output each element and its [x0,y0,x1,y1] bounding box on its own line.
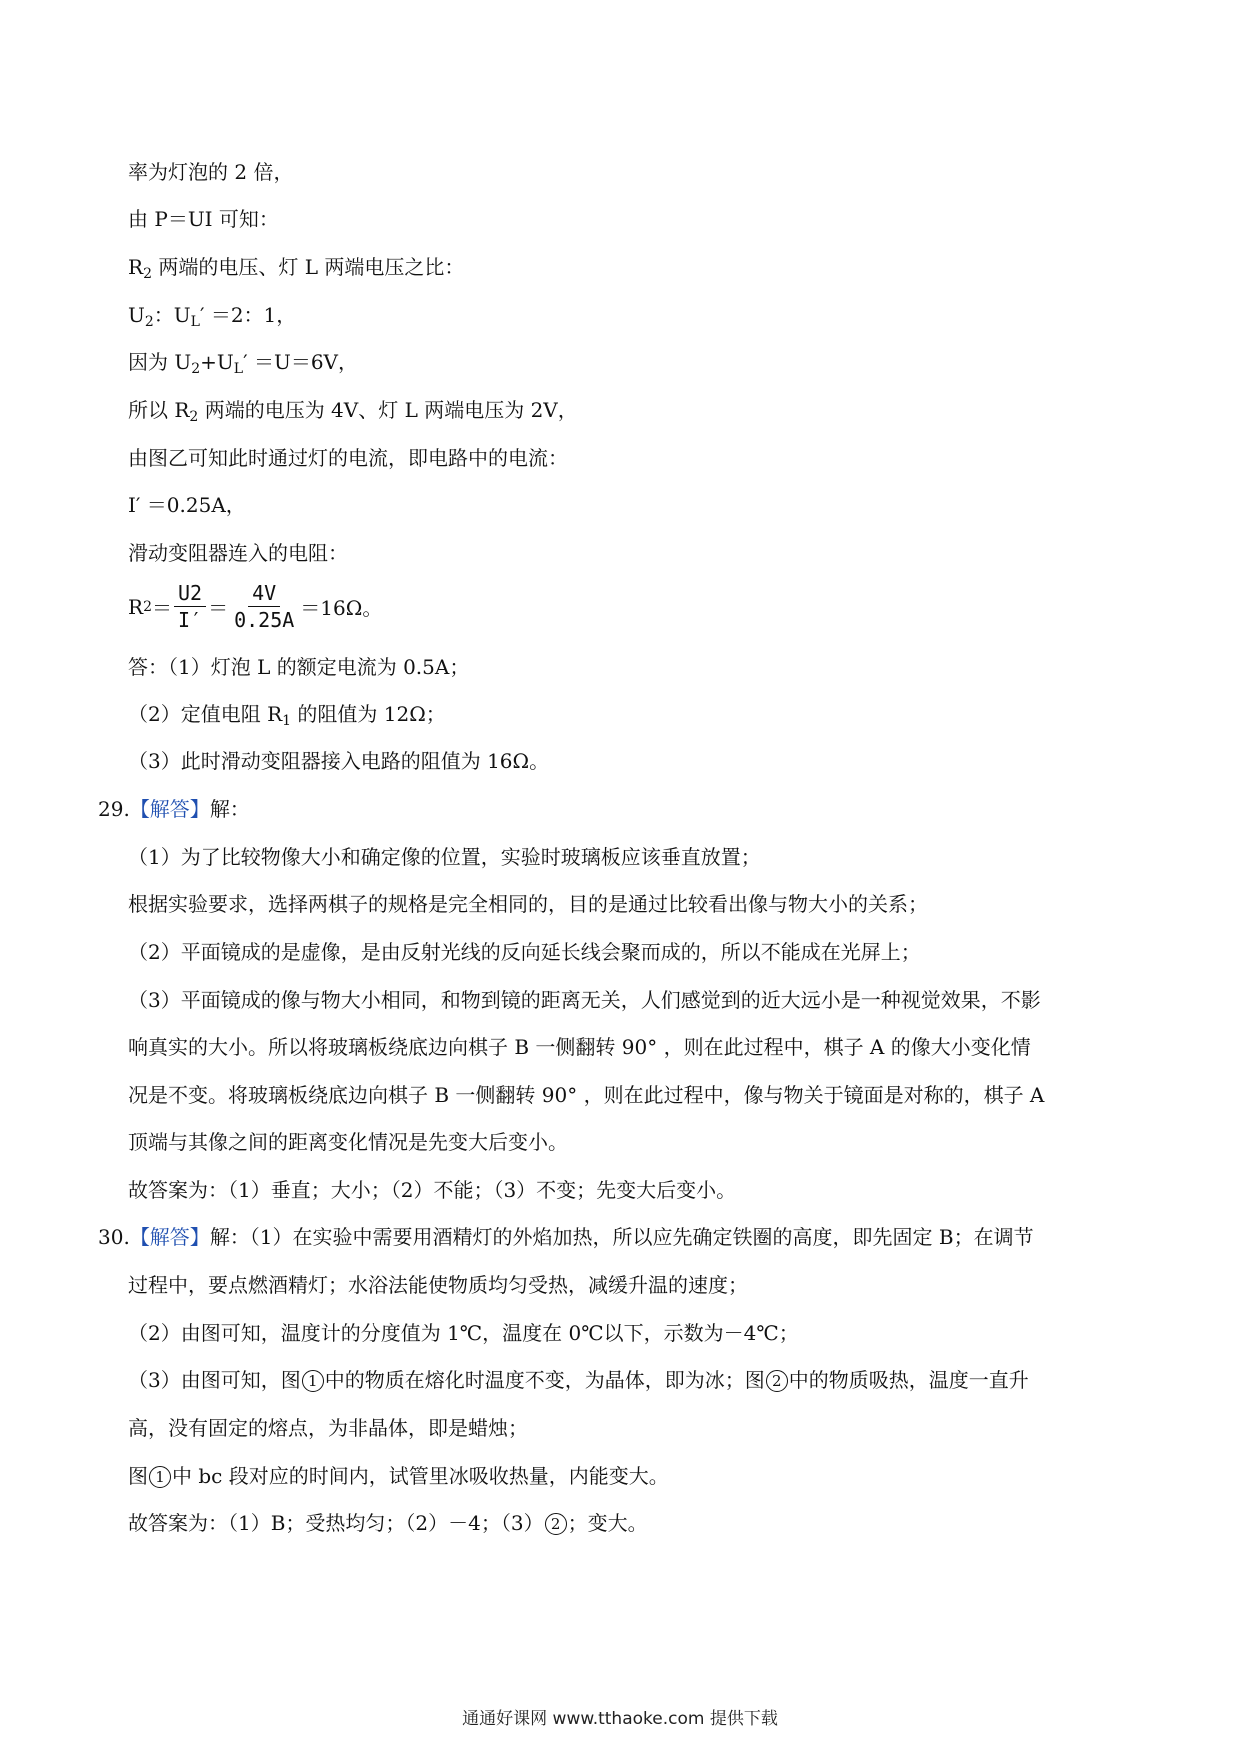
subscript: 2 [143,266,152,282]
fraction-denominator: I′ [177,608,203,632]
text: ；变大。 [567,1511,648,1535]
text: +U [200,350,234,374]
text: （2）定值电阻 R [128,702,283,726]
text: ′ ＝U＝6V， [243,350,358,374]
circled-number: 1 [302,1370,324,1392]
text: ′ ＝2：1， [199,303,297,327]
text: 解： [209,797,250,821]
text-line: 况是不变。将玻璃板绕底边向棋子 B 一侧翻转 90° ，则在此过程中，像与物关于镜面是对称的，棋子 A [128,1083,1045,1107]
subscript: 2 [144,314,154,330]
equals-sign: ＝ [208,596,229,620]
text-line: （3）平面镜成的像与物大小相同，和物到镜的距离无关，人们感觉到的近大远小是一种视觉效果，不影 [128,988,1041,1012]
answer-tag: 【解答】 [129,1225,210,1249]
subscript: L [190,314,200,330]
fraction-numerator: 4V [248,580,280,607]
fraction-numerator: U2 [174,580,206,607]
text-line: 由图乙可知此时通过灯的电流，即电路中的电流： [128,446,568,470]
text: （3）由图可知，图 [128,1368,301,1392]
question-number: 29. [98,797,130,821]
text-line: I′ ＝0.25A， [128,493,246,517]
text: 因为 U [128,350,192,374]
answer-line: 故答案为：（1）垂直；大小；（2）不能；（3）不变；先变大后变小。 [128,1178,737,1202]
text-line [128,347,358,384]
answer-line: 答：（1）灯泡 L 的额定电流为 0.5A； [128,655,470,679]
text: 解：（1）在实验中需要用酒精灯的外焰加热，所以应先确定铁圈的高度，即先固定 B；在调节 [209,1225,1034,1249]
text: 两端的电压、灯 L 两端电压之比： [151,255,465,279]
fraction-denominator: 0.25A [234,608,295,632]
text-line [128,300,296,337]
equals-sign: ＝ [151,596,172,620]
symbol: R [128,594,144,619]
text-line: 响真实的大小。所以将玻璃板绕底边向棋子 B 一侧翻转 90° ，则在此过程中，棋子 A 的像大小变化情 [128,1035,1031,1059]
text-line: 顶端与其像之间的距离变化情况是先变大后变小。 [128,1130,568,1154]
question-30-header [98,1222,1034,1252]
question-number: 30. [98,1225,130,1249]
text-line [128,1365,1029,1395]
question-29-header [98,794,250,824]
subscript: L [233,361,244,377]
circled-number: 2 [545,1513,567,1535]
subscript: 1 [282,713,292,729]
subscript: 2 [191,361,201,377]
fraction-values [230,580,298,633]
text: 的阻值为 12Ω； [291,702,446,726]
text-line [128,252,464,289]
text: 中 bc 段对应的时间内，试管里冰吸收热量，内能变大。 [172,1464,669,1488]
equation-result: ＝16Ω。 [300,596,383,620]
text: 所以 R [128,398,190,422]
text-line [128,1461,669,1491]
page-footer: 通通好课网 www.tthaoke.com 提供下载 [462,1709,778,1729]
answer-line [128,699,446,736]
symbol: U [128,303,145,327]
text-line: 过程中，要点燃酒精灯；水浴法能使物质均匀受热，减缓升温的速度； [128,1273,748,1297]
subscript: 2 [189,409,199,425]
text-line [128,395,578,432]
text: 故答案为：（1）B；受热均匀；（2）－4；（3） [128,1511,544,1535]
text: ：U [153,303,191,327]
text-line: 高，没有固定的熔点，为非晶体，即是蜡烛； [128,1416,528,1440]
text: 中的物质在熔化时温度不变，为晶体，即为冰；图 [324,1368,765,1392]
resistance-equation [128,580,382,633]
text: 图 [128,1464,148,1488]
circled-number: 1 [149,1466,171,1488]
text-line: 滑动变阻器连入的电阻： [128,541,348,565]
answer-tag: 【解答】 [129,797,210,821]
text-line: （1）为了比较物像大小和确定像的位置，实验时玻璃板应该垂直放置； [128,845,761,869]
text-line: 根据实验要求，选择两棋子的规格是完全相同的，目的是通过比较看出像与物大小的关系； [128,892,928,916]
text-line: （2）平面镜成的是虚像，是由反射光线的反向延长线会聚而成的，所以不能成在光屏上； [128,940,921,964]
symbol: R [128,255,144,279]
circled-number: 2 [766,1370,788,1392]
text-line: （2）由图可知，温度计的分度值为 1℃，温度在 0℃以下，示数为－4℃； [128,1321,799,1345]
subscript: 2 [143,598,152,615]
answer-line [128,1508,648,1538]
fraction-voltage-over-current [174,580,206,633]
text-line: 率为灯泡的 2 倍， [128,160,294,184]
text-line: 由 P＝UI 可知： [128,207,279,231]
answer-line: （3）此时滑动变阻器接入电路的阻值为 16Ω。 [128,749,550,773]
text: 两端的电压为 4V、灯 L 两端电压为 2V， [198,398,578,422]
text: 中的物质吸热，温度一直升 [788,1368,1029,1392]
